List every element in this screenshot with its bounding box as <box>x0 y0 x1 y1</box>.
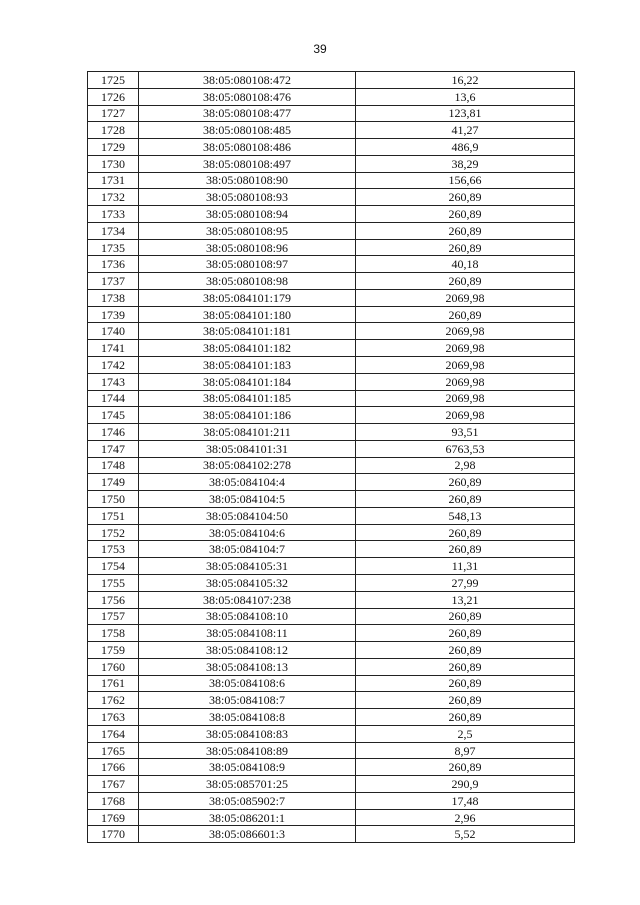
cadastral-number-cell: 38:05:080108:477 <box>139 105 356 122</box>
table-row <box>88 776 575 793</box>
row-number-cell: 1744 <box>88 390 139 407</box>
cadastral-number-cell: 38:05:084108:13 <box>139 658 356 675</box>
value-cell: 11,31 <box>356 558 575 575</box>
cadastral-number-cell: 38:05:084101:186 <box>139 407 356 424</box>
cadastral-number-cell: 38:05:084108:6 <box>139 675 356 692</box>
value-cell: 260,89 <box>356 306 575 323</box>
value-cell: 260,89 <box>356 474 575 491</box>
table-body <box>88 72 575 843</box>
cadastral-number-cell: 38:05:084101:181 <box>139 323 356 340</box>
value-cell: 16,22 <box>356 72 575 89</box>
table-row <box>88 491 575 508</box>
value-cell: 2,98 <box>356 457 575 474</box>
value-cell: 17,48 <box>356 792 575 809</box>
table-row <box>88 474 575 491</box>
row-number-cell: 1727 <box>88 105 139 122</box>
row-number-cell: 1732 <box>88 189 139 206</box>
row-number-cell: 1746 <box>88 424 139 441</box>
value-cell: 8,97 <box>356 742 575 759</box>
value-cell: 6763,53 <box>356 440 575 457</box>
table-row <box>88 642 575 659</box>
cadastral-number-cell: 38:05:084108:7 <box>139 692 356 709</box>
row-number-cell: 1738 <box>88 289 139 306</box>
table-row <box>88 424 575 441</box>
data-table <box>87 71 575 843</box>
row-number-cell: 1751 <box>88 507 139 524</box>
value-cell: 260,89 <box>356 692 575 709</box>
row-number-cell: 1749 <box>88 474 139 491</box>
row-number-cell: 1761 <box>88 675 139 692</box>
row-number-cell: 1762 <box>88 692 139 709</box>
cadastral-number-cell: 38:05:084104:5 <box>139 491 356 508</box>
cadastral-number-cell: 38:05:084101:211 <box>139 424 356 441</box>
cadastral-number-cell: 38:05:084108:11 <box>139 625 356 642</box>
cadastral-number-cell: 38:05:084101:31 <box>139 440 356 457</box>
row-number-cell: 1742 <box>88 357 139 374</box>
row-number-cell: 1728 <box>88 122 139 139</box>
table-row <box>88 139 575 156</box>
cadastral-number-cell: 38:05:084101:185 <box>139 390 356 407</box>
value-cell: 13,6 <box>356 88 575 105</box>
row-number-cell: 1741 <box>88 340 139 357</box>
table-row <box>88 591 575 608</box>
table-row <box>88 373 575 390</box>
cadastral-number-cell: 38:05:084108:9 <box>139 759 356 776</box>
value-cell: 2069,98 <box>356 357 575 374</box>
value-cell: 260,89 <box>356 189 575 206</box>
table-row <box>88 675 575 692</box>
value-cell: 27,99 <box>356 574 575 591</box>
value-cell: 260,89 <box>356 642 575 659</box>
table-row <box>88 239 575 256</box>
table-row <box>88 692 575 709</box>
table-row <box>88 306 575 323</box>
value-cell: 123,81 <box>356 105 575 122</box>
cadastral-number-cell: 38:05:080108:472 <box>139 72 356 89</box>
table-row <box>88 105 575 122</box>
table-row <box>88 457 575 474</box>
cadastral-number-cell: 38:05:084105:32 <box>139 574 356 591</box>
value-cell: 2069,98 <box>356 289 575 306</box>
value-cell: 2069,98 <box>356 323 575 340</box>
value-cell: 2,96 <box>356 809 575 826</box>
cadastral-number-cell: 38:05:080108:95 <box>139 222 356 239</box>
row-number-cell: 1756 <box>88 591 139 608</box>
value-cell: 2069,98 <box>356 390 575 407</box>
table-row <box>88 558 575 575</box>
table-row <box>88 742 575 759</box>
row-number-cell: 1752 <box>88 524 139 541</box>
cadastral-number-cell: 38:05:086201:1 <box>139 809 356 826</box>
cadastral-number-cell: 38:05:080108:497 <box>139 155 356 172</box>
row-number-cell: 1733 <box>88 206 139 223</box>
row-number-cell: 1747 <box>88 440 139 457</box>
cadastral-number-cell: 38:05:080108:97 <box>139 256 356 273</box>
table-row <box>88 222 575 239</box>
cadastral-number-cell: 38:05:084104:4 <box>139 474 356 491</box>
table-row <box>88 809 575 826</box>
table-row <box>88 524 575 541</box>
table-row <box>88 323 575 340</box>
cadastral-number-cell: 38:05:084104:50 <box>139 507 356 524</box>
row-number-cell: 1725 <box>88 72 139 89</box>
table-row <box>88 407 575 424</box>
cadastral-number-cell: 38:05:084105:31 <box>139 558 356 575</box>
table-row <box>88 88 575 105</box>
row-number-cell: 1755 <box>88 574 139 591</box>
value-cell: 260,89 <box>356 524 575 541</box>
row-number-cell: 1736 <box>88 256 139 273</box>
value-cell: 2069,98 <box>356 340 575 357</box>
value-cell: 156,66 <box>356 172 575 189</box>
cadastral-number-cell: 38:05:080108:98 <box>139 273 356 290</box>
table-row <box>88 340 575 357</box>
row-number-cell: 1731 <box>88 172 139 189</box>
value-cell: 260,89 <box>356 222 575 239</box>
cadastral-number-cell: 38:05:084108:83 <box>139 725 356 742</box>
row-number-cell: 1737 <box>88 273 139 290</box>
table-row <box>88 709 575 726</box>
table-row <box>88 155 575 172</box>
table-row <box>88 574 575 591</box>
row-number-cell: 1753 <box>88 541 139 558</box>
cadastral-number-cell: 38:05:080108:93 <box>139 189 356 206</box>
value-cell: 2,5 <box>356 725 575 742</box>
row-number-cell: 1754 <box>88 558 139 575</box>
value-cell: 93,51 <box>356 424 575 441</box>
row-number-cell: 1758 <box>88 625 139 642</box>
table-row <box>88 172 575 189</box>
cadastral-number-cell: 38:05:085902:7 <box>139 792 356 809</box>
table-row <box>88 390 575 407</box>
cadastral-number-cell: 38:05:080108:476 <box>139 88 356 105</box>
table-row <box>88 658 575 675</box>
value-cell: 260,89 <box>356 239 575 256</box>
row-number-cell: 1760 <box>88 658 139 675</box>
table-row <box>88 189 575 206</box>
table-row <box>88 759 575 776</box>
value-cell: 290,9 <box>356 776 575 793</box>
row-number-cell: 1743 <box>88 373 139 390</box>
value-cell: 40,18 <box>356 256 575 273</box>
cadastral-number-cell: 38:05:080108:94 <box>139 206 356 223</box>
row-number-cell: 1730 <box>88 155 139 172</box>
table-row <box>88 507 575 524</box>
value-cell: 260,89 <box>356 658 575 675</box>
table-row <box>88 625 575 642</box>
table-row <box>88 122 575 139</box>
value-cell: 260,89 <box>356 608 575 625</box>
row-number-cell: 1739 <box>88 306 139 323</box>
row-number-cell: 1750 <box>88 491 139 508</box>
table-row <box>88 289 575 306</box>
cadastral-number-cell: 38:05:084108:10 <box>139 608 356 625</box>
table-row <box>88 608 575 625</box>
table-row <box>88 541 575 558</box>
row-number-cell: 1765 <box>88 742 139 759</box>
cadastral-number-cell: 38:05:080108:485 <box>139 122 356 139</box>
cadastral-number-cell: 38:05:084101:183 <box>139 357 356 374</box>
table-row <box>88 725 575 742</box>
row-number-cell: 1763 <box>88 709 139 726</box>
table-row <box>88 72 575 89</box>
row-number-cell: 1726 <box>88 88 139 105</box>
value-cell: 2069,98 <box>356 373 575 390</box>
value-cell: 260,89 <box>356 759 575 776</box>
row-number-cell: 1748 <box>88 457 139 474</box>
cadastral-number-cell: 38:05:084108:8 <box>139 709 356 726</box>
cadastral-number-cell: 38:05:084101:180 <box>139 306 356 323</box>
value-cell: 2069,98 <box>356 407 575 424</box>
cadastral-number-cell: 38:05:084104:6 <box>139 524 356 541</box>
value-cell: 548,13 <box>356 507 575 524</box>
cadastral-number-cell: 38:05:080108:486 <box>139 139 356 156</box>
table-row <box>88 440 575 457</box>
value-cell: 260,89 <box>356 491 575 508</box>
table-row <box>88 206 575 223</box>
table-row <box>88 826 575 843</box>
value-cell: 13,21 <box>356 591 575 608</box>
cadastral-number-cell: 38:05:084104:7 <box>139 541 356 558</box>
value-cell: 38,29 <box>356 155 575 172</box>
row-number-cell: 1764 <box>88 725 139 742</box>
cadastral-number-cell: 38:05:084107:238 <box>139 591 356 608</box>
row-number-cell: 1768 <box>88 792 139 809</box>
cadastral-number-cell: 38:05:084102:278 <box>139 457 356 474</box>
row-number-cell: 1757 <box>88 608 139 625</box>
row-number-cell: 1767 <box>88 776 139 793</box>
table-row <box>88 357 575 374</box>
row-number-cell: 1745 <box>88 407 139 424</box>
page-number: 39 <box>313 42 327 56</box>
value-cell: 260,89 <box>356 675 575 692</box>
cadastral-number-cell: 38:05:084101:184 <box>139 373 356 390</box>
cadastral-number-cell: 38:05:084101:179 <box>139 289 356 306</box>
value-cell: 5,52 <box>356 826 575 843</box>
cadastral-number-cell: 38:05:080108:90 <box>139 172 356 189</box>
value-cell: 260,89 <box>356 273 575 290</box>
cadastral-number-cell: 38:05:085701:25 <box>139 776 356 793</box>
value-cell: 260,89 <box>356 541 575 558</box>
row-number-cell: 1759 <box>88 642 139 659</box>
row-number-cell: 1734 <box>88 222 139 239</box>
row-number-cell: 1769 <box>88 809 139 826</box>
cadastral-number-cell: 38:05:080108:96 <box>139 239 356 256</box>
table-row <box>88 273 575 290</box>
table-row <box>88 792 575 809</box>
table-row <box>88 256 575 273</box>
value-cell: 260,89 <box>356 625 575 642</box>
value-cell: 41,27 <box>356 122 575 139</box>
row-number-cell: 1770 <box>88 826 139 843</box>
row-number-cell: 1735 <box>88 239 139 256</box>
cadastral-number-cell: 38:05:084108:89 <box>139 742 356 759</box>
value-cell: 260,89 <box>356 206 575 223</box>
cadastral-number-cell: 38:05:086601:3 <box>139 826 356 843</box>
value-cell: 486,9 <box>356 139 575 156</box>
row-number-cell: 1740 <box>88 323 139 340</box>
row-number-cell: 1766 <box>88 759 139 776</box>
cadastral-number-cell: 38:05:084108:12 <box>139 642 356 659</box>
value-cell: 260,89 <box>356 709 575 726</box>
cadastral-number-cell: 38:05:084101:182 <box>139 340 356 357</box>
row-number-cell: 1729 <box>88 139 139 156</box>
